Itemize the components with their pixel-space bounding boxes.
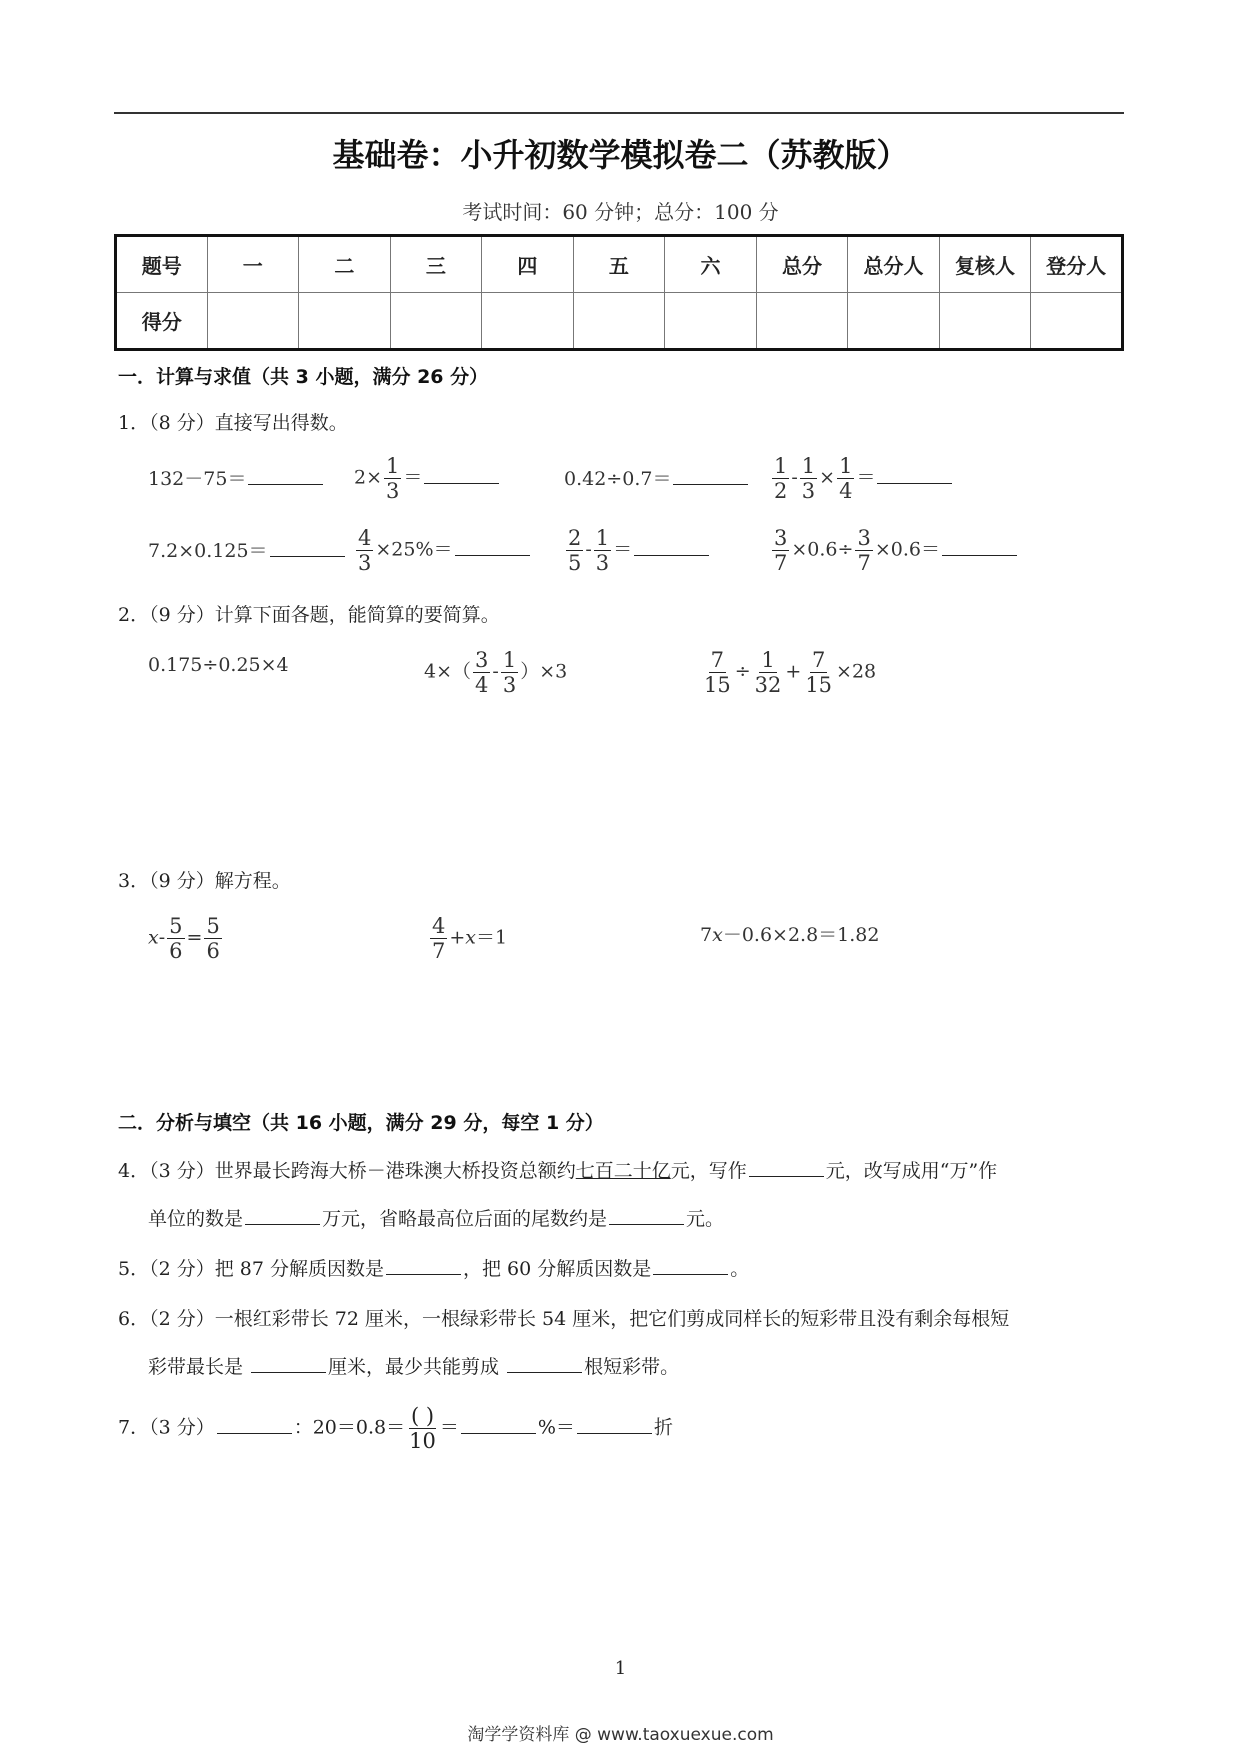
numerator: 4 <box>432 914 446 938</box>
score-cell[interactable] <box>207 293 299 350</box>
numerator: 4 <box>358 526 372 550</box>
q1-expr-3 <box>564 464 750 491</box>
expr-text: - <box>158 926 166 949</box>
answer-blank[interactable] <box>455 535 530 556</box>
expr-text: + <box>449 926 466 949</box>
expr-text: + <box>785 660 802 683</box>
fraction <box>594 526 611 575</box>
table-cell: 五 <box>573 236 665 293</box>
fraction <box>803 648 834 697</box>
score-cell[interactable] <box>390 293 482 350</box>
denominator: 3 <box>801 479 816 503</box>
q3-expr-1 <box>148 914 224 963</box>
q1-expr-1 <box>148 464 325 491</box>
question-text: 元，写作 <box>670 1160 747 1182</box>
numerator: 3 <box>774 526 788 550</box>
fraction <box>407 1404 438 1453</box>
question-text: 折 <box>653 1416 673 1439</box>
answer-blank[interactable] <box>245 1204 320 1225</box>
expr-text: = <box>186 926 203 949</box>
expr-text: - <box>585 538 592 561</box>
table-cell: 登分人 <box>1031 236 1123 293</box>
fraction <box>473 648 490 697</box>
question-1-prompt: 1．（8 分）直接写出得数。 <box>118 412 348 434</box>
answer-blank[interactable] <box>942 535 1017 556</box>
denominator: 15 <box>704 673 731 697</box>
score-cell[interactable] <box>848 293 940 350</box>
answer-blank[interactable] <box>507 1352 582 1373</box>
q1-expr-5 <box>148 536 347 563</box>
answer-blank[interactable] <box>270 536 345 557</box>
fraction <box>800 454 817 503</box>
q1-expr-4 <box>770 454 954 503</box>
table-cell: 一 <box>207 236 299 293</box>
expr-text: 132－75＝ <box>148 468 247 490</box>
question-text: ＝ <box>439 1416 459 1439</box>
question-text: 单位的数是 <box>148 1208 244 1230</box>
expr-text: －0.6×2.8＝1.82 <box>722 924 880 946</box>
denominator: 3 <box>386 479 400 503</box>
answer-blank[interactable] <box>217 1413 292 1434</box>
numerator-blank[interactable]: ( ) <box>410 1404 435 1428</box>
answer-blank[interactable] <box>877 463 952 484</box>
answer-blank[interactable] <box>461 1413 536 1434</box>
variable-x: x <box>465 926 477 949</box>
score-cell[interactable] <box>573 293 665 350</box>
fraction <box>837 454 854 503</box>
denominator: 4 <box>475 673 489 697</box>
numerator: 3 <box>857 526 871 550</box>
fraction <box>384 454 401 503</box>
denominator: 15 <box>805 673 833 697</box>
answer-blank[interactable] <box>248 464 323 485</box>
table-cell: 得分 <box>116 293 208 350</box>
numerator: 1 <box>386 454 400 478</box>
score-cell[interactable] <box>756 293 848 350</box>
numerator: 5 <box>169 914 183 938</box>
fraction <box>204 914 221 963</box>
answer-blank[interactable] <box>653 1254 728 1275</box>
numerator: 1 <box>595 526 610 550</box>
expr-text: ＝ <box>613 538 633 561</box>
table-cell: 复核人 <box>939 236 1031 293</box>
fraction <box>566 526 583 575</box>
question-4-line-1 <box>118 1156 997 1186</box>
question-4-line-2 <box>148 1204 724 1234</box>
table-cell: 三 <box>390 236 482 293</box>
answer-blank[interactable] <box>386 1254 461 1275</box>
expr-text: ）×3 <box>520 660 568 683</box>
numerator: 2 <box>568 526 582 550</box>
numerator: 7 <box>710 648 725 672</box>
expr-text: 4×（ <box>424 660 472 683</box>
table-cell: 六 <box>665 236 757 293</box>
denominator: 2 <box>774 479 788 503</box>
question-text: %＝ <box>537 1416 575 1439</box>
question-text: 厘米，最少共能剪成 <box>328 1356 506 1378</box>
expr-text: - <box>492 660 499 683</box>
denominator: 4 <box>839 479 853 503</box>
table-row <box>116 236 1123 293</box>
expr-text: - <box>791 466 798 489</box>
denominator: 3 <box>502 673 517 697</box>
table-cell: 总分人 <box>848 236 940 293</box>
question-2-prompt: 2．（9 分）计算下面各题，能简算的要简算。 <box>118 604 500 626</box>
q2-expr-1: 0.175÷0.25×4 <box>148 654 289 676</box>
fraction <box>753 648 784 697</box>
denominator: 7 <box>432 939 446 963</box>
expr-text: 7 <box>700 924 713 946</box>
q1-expr-8 <box>770 526 1019 575</box>
underlined-text: 七百二十亿 <box>575 1160 671 1182</box>
denominator: 6 <box>169 939 183 963</box>
numerator: 1 <box>761 648 775 672</box>
question-text: 元。 <box>686 1208 725 1230</box>
table-cell: 二 <box>299 236 391 293</box>
question-text: 根短彩带。 <box>584 1356 680 1378</box>
question-text: 万元，省略最高位后面的尾数约是 <box>322 1208 608 1230</box>
variable-x: x <box>148 926 159 949</box>
expr-text: ×0.6＝ <box>874 538 940 561</box>
header-rule <box>114 112 1124 114</box>
question-text: 彩带最长是 <box>148 1356 250 1378</box>
question-text: ，把 60 分解质因数是 <box>462 1258 652 1280</box>
expr-text: 2× <box>354 466 383 489</box>
numerator: 1 <box>774 454 788 478</box>
table-cell: 题号 <box>116 236 208 293</box>
table-cell: 四 <box>482 236 574 293</box>
answer-blank[interactable] <box>673 464 748 485</box>
denominator: 7 <box>774 551 788 575</box>
section-heading-1: 一．计算与求值（共 3 小题，满分 26 分） <box>118 366 489 388</box>
expr-text: ＝1 <box>476 926 508 949</box>
page-title: 基础卷：小升初数学模拟卷二（苏教版） <box>332 136 909 174</box>
question-3-prompt: 3．（9 分）解方程。 <box>118 870 291 892</box>
answer-blank[interactable] <box>634 535 709 556</box>
numerator: 3 <box>475 648 489 672</box>
denominator: 10 <box>409 1429 436 1453</box>
page-number: 1 <box>614 1658 627 1679</box>
denominator: 6 <box>206 939 220 963</box>
question-text: 5．（2 分）把 87 分解质因数是 <box>118 1258 384 1280</box>
question-text: 7．（3 分） <box>118 1416 215 1439</box>
fraction <box>501 648 518 697</box>
denominator: 7 <box>857 551 871 575</box>
question-7 <box>118 1404 673 1453</box>
q1-expr-2 <box>354 454 501 503</box>
expr-text: ＝ <box>856 466 876 489</box>
numerator: 7 <box>811 648 826 672</box>
table-cell: 总分 <box>756 236 848 293</box>
answer-blank[interactable] <box>749 1156 824 1177</box>
exam-info: 考试时间：60 分钟；总分：100 分 <box>462 200 779 224</box>
footer-watermark: 淘学学资料库 @ www.taoxuexue.com <box>467 1725 774 1745</box>
variable-x: x <box>712 924 723 946</box>
denominator: 5 <box>568 551 582 575</box>
q2-expr-2 <box>424 648 567 697</box>
expr-text: ×25%＝ <box>375 538 453 561</box>
question-6-line-2 <box>148 1352 679 1382</box>
answer-blank[interactable] <box>424 463 499 484</box>
score-cell[interactable] <box>665 293 757 350</box>
fraction <box>356 526 373 575</box>
fraction <box>167 914 184 963</box>
expr-text: 0.42÷0.7＝ <box>564 468 672 490</box>
score-cell[interactable] <box>482 293 574 350</box>
expr-text: ＝ <box>403 466 423 489</box>
fraction <box>430 914 447 963</box>
numerator: 5 <box>206 914 220 938</box>
fraction <box>855 526 872 575</box>
denominator: 32 <box>754 673 782 697</box>
numerator: 1 <box>502 648 517 672</box>
fraction <box>702 648 733 697</box>
q3-expr-2 <box>428 914 507 963</box>
question-5 <box>118 1254 749 1284</box>
expr-text: × <box>819 466 836 489</box>
expr-text: ×0.6÷ <box>791 538 854 561</box>
question-text: 元，改写成用“万”作 <box>825 1160 998 1182</box>
expr-text: ÷ <box>734 660 751 683</box>
numerator: 1 <box>839 454 853 478</box>
denominator: 3 <box>358 551 372 575</box>
table-row <box>116 293 1123 350</box>
q1-expr-6 <box>354 526 532 575</box>
section-heading-2: 二．分析与填空（共 16 小题，满分 29 分，每空 1 分） <box>118 1112 604 1134</box>
score-cell[interactable] <box>1031 293 1123 350</box>
fraction <box>772 454 789 503</box>
question-6-line-1: 6．（2 分）一根红彩带长 72 厘米，一根绿彩带长 54 厘米，把它们剪成同样长的短彩带且没有剩余每根短 <box>118 1308 1010 1330</box>
q3-expr-3 <box>700 920 879 947</box>
answer-blank[interactable] <box>251 1352 326 1373</box>
score-table <box>114 234 1124 351</box>
question-text: 4．（3 分）世界最长跨海大桥－港珠澳大桥投资总额约 <box>118 1160 576 1182</box>
question-text: 。 <box>730 1258 750 1280</box>
question-text: ：20＝0.8＝ <box>293 1416 406 1439</box>
score-cell[interactable] <box>299 293 391 350</box>
q2-expr-3 <box>700 648 876 697</box>
q1-expr-7 <box>564 526 711 575</box>
expr-text: ×28 <box>836 660 877 683</box>
denominator: 3 <box>595 551 610 575</box>
expr-text: 7.2×0.125＝ <box>148 540 268 562</box>
answer-blank[interactable] <box>609 1204 684 1225</box>
fraction <box>772 526 789 575</box>
numerator: 1 <box>801 454 816 478</box>
score-cell[interactable] <box>939 293 1031 350</box>
answer-blank[interactable] <box>577 1413 652 1434</box>
